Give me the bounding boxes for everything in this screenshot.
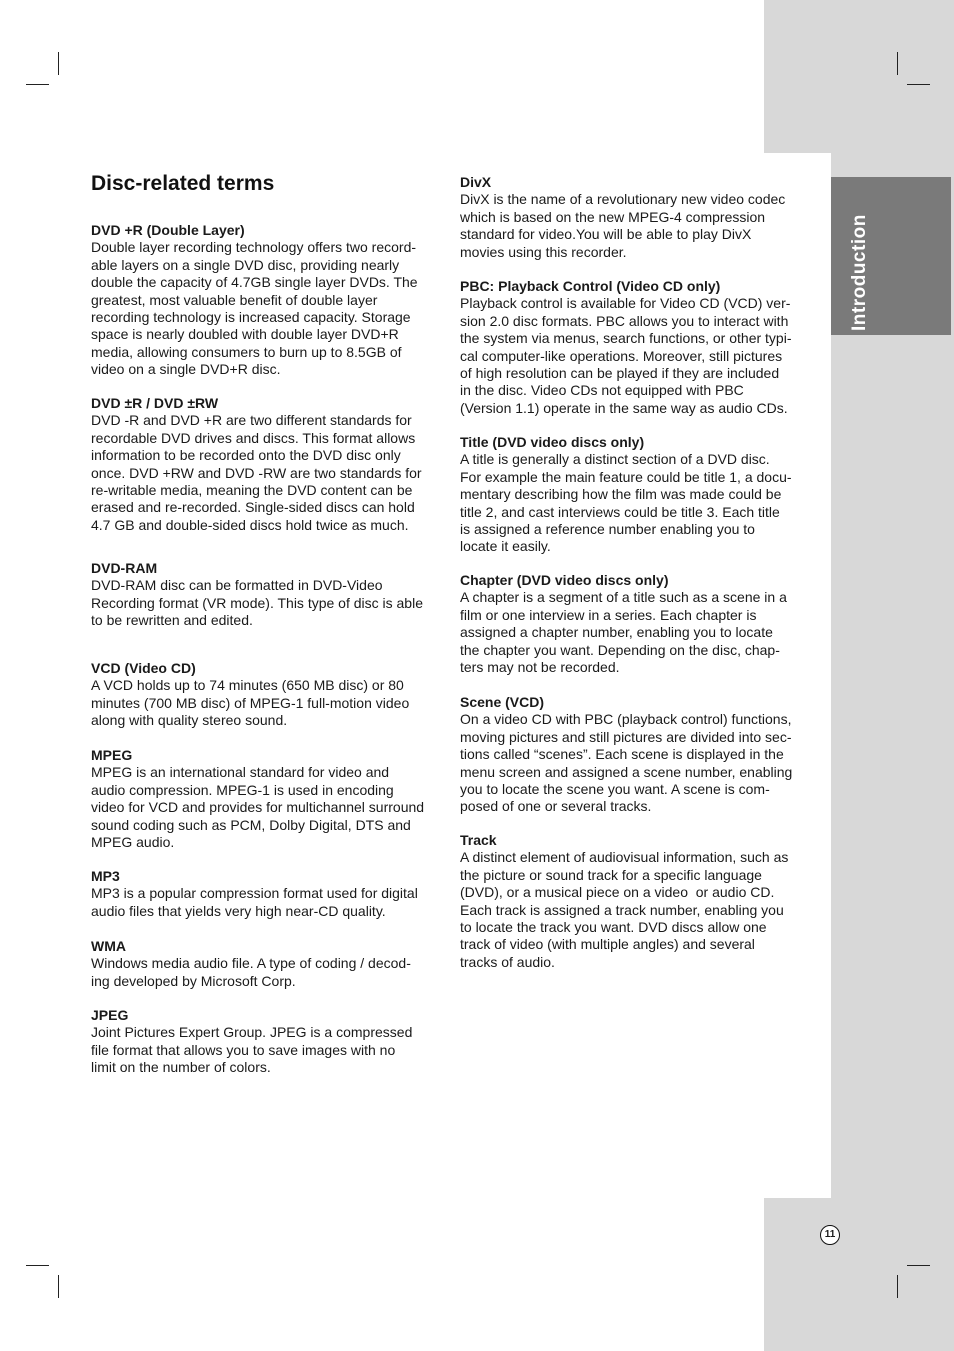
description-line: Double layer recording technology offers two record- bbox=[91, 239, 417, 256]
description-line: moving pictures and still pictures are divided into sec- bbox=[460, 728, 792, 745]
crop-mark bbox=[58, 1275, 59, 1298]
term-heading: MPEG bbox=[91, 747, 133, 763]
term-entry bbox=[460, 694, 812, 816]
crop-mark bbox=[897, 52, 898, 75]
description-line: sion 2.0 disc formats. PBC allows you to interact with bbox=[460, 312, 789, 329]
term-entry bbox=[460, 278, 812, 417]
term-entry bbox=[91, 660, 443, 730]
description-line: (Version 1.1) operate in the same way as audio CDs. bbox=[460, 399, 788, 416]
crop-mark bbox=[907, 1265, 930, 1266]
description-line: Each track is assigned a track number, enabling you bbox=[460, 901, 784, 918]
term-heading: Title (DVD video discs only) bbox=[460, 434, 645, 450]
description-line: On a video CD with PBC (playback control) functions, bbox=[460, 711, 792, 728]
term-description bbox=[91, 955, 443, 990]
description-line: which is based on the new MPEG-4 compression bbox=[460, 208, 766, 225]
description-line: Joint Pictures Expert Group. JPEG is a compressed bbox=[91, 1024, 413, 1041]
description-line: A chapter is a segment of a title such as a scene in a bbox=[460, 589, 787, 606]
description-line: MP3 is a popular compression format used for digital bbox=[91, 885, 418, 902]
description-line: to be rewritten and edited. bbox=[91, 612, 253, 629]
term-entry bbox=[460, 832, 812, 971]
term-entry bbox=[91, 747, 443, 851]
description-line: able layers on a single DVD disc, providing nearly bbox=[91, 256, 400, 273]
term-heading: DVD-RAM bbox=[91, 560, 158, 576]
description-line: the picture or sound track for a specific language bbox=[460, 866, 762, 883]
description-line: posed of one or several tracks. bbox=[460, 798, 652, 815]
description-line: file format that allows you to save images with no bbox=[91, 1041, 396, 1058]
margin-band-bottom bbox=[764, 1198, 954, 1351]
description-line: DVD-RAM disc can be formatted in DVD-Video bbox=[91, 577, 383, 594]
term-description bbox=[460, 711, 812, 815]
crop-mark bbox=[26, 84, 49, 85]
term-heading: VCD (Video CD) bbox=[91, 660, 196, 676]
term-heading: MP3 bbox=[91, 868, 120, 884]
description-line: movies using this recorder. bbox=[460, 243, 627, 260]
description-line: DivX is the name of a revolutionary new video codec bbox=[460, 191, 786, 208]
description-line: standard for video.You will be able to play DivX bbox=[460, 226, 752, 243]
description-line: locate it easily. bbox=[460, 538, 551, 555]
description-line: limit on the number of colors. bbox=[91, 1059, 271, 1076]
description-line: Playback control is available for Video CD (VCD) ver- bbox=[460, 295, 791, 312]
description-line: video for VCD and provides for multichannel surround bbox=[91, 799, 425, 816]
description-line: the chapter you want. Depending on the disc, chap- bbox=[460, 641, 780, 658]
description-line: 4.7 GB and double-sided discs hold twice as much. bbox=[91, 516, 409, 533]
description-line: you to locate the scene you want. A scene is com- bbox=[460, 781, 770, 798]
term-description bbox=[460, 849, 812, 971]
description-line: ing developed by Microsoft Corp. bbox=[91, 972, 296, 989]
term-description bbox=[91, 1024, 443, 1076]
description-line: title 2, and cast interviews could be title 3. Each title bbox=[460, 503, 780, 520]
description-line: recordable DVD drives and discs. This format allows bbox=[91, 429, 416, 446]
description-line: A VCD holds up to 74 minutes (650 MB disc) or 80 bbox=[91, 677, 404, 694]
term-heading: WMA bbox=[91, 938, 126, 954]
term-description bbox=[91, 239, 443, 378]
term-heading: DivX bbox=[460, 174, 492, 190]
description-line: MPEG is an international standard for video and bbox=[91, 764, 390, 781]
section-tab-label: Introduction bbox=[849, 214, 870, 331]
crop-mark bbox=[907, 84, 930, 85]
description-line: to locate the track you want. DVD discs allow one bbox=[460, 919, 767, 936]
term-heading: Scene (VCD) bbox=[460, 694, 545, 710]
description-line: erased and re-recorded. Single-sided discs can hold bbox=[91, 499, 415, 516]
term-description bbox=[460, 589, 812, 676]
term-entry bbox=[460, 174, 812, 261]
description-line: of high resolution can be played if they are included bbox=[460, 365, 780, 382]
term-description bbox=[91, 677, 443, 729]
term-description bbox=[91, 764, 443, 851]
term-entry bbox=[91, 1007, 443, 1077]
description-line: film or one interview in a series. Each chapter is bbox=[460, 606, 757, 623]
crop-mark bbox=[26, 1265, 49, 1266]
term-heading: Chapter (DVD video discs only) bbox=[460, 572, 669, 588]
page-number: 11 bbox=[820, 1225, 840, 1245]
description-line: in the disc. Video CDs not equipped with PBC bbox=[460, 382, 744, 399]
description-line: A title is generally a distinct section of a DVD disc. bbox=[460, 451, 770, 468]
description-line: sound coding such as PCM, Dolby Digital, DTS and bbox=[91, 816, 411, 833]
description-line: double the capacity of 4.7GB single layer DVDs. The bbox=[91, 274, 418, 291]
description-line: space is nearly doubled with double layer DVD+R bbox=[91, 326, 399, 343]
term-entry bbox=[91, 395, 443, 534]
description-line: tracks of audio. bbox=[460, 953, 555, 970]
description-line: along with quality stereo sound. bbox=[91, 712, 288, 729]
term-heading: PBC: Playback Control (Video CD only) bbox=[460, 278, 721, 294]
description-line: the system via menus, search functions, or other typi- bbox=[460, 330, 792, 347]
description-line: assigned a chapter number, enabling you to locate bbox=[460, 624, 773, 641]
term-entry bbox=[460, 572, 812, 676]
description-line: For example the main feature could be title 1, a docu- bbox=[460, 468, 792, 485]
term-heading: DVD ±R / DVD ±RW bbox=[91, 395, 219, 411]
description-line: re-writable media, meaning the DVD content can be bbox=[91, 482, 413, 499]
description-line: is assigned a reference number enabling you to bbox=[460, 521, 755, 538]
crop-mark bbox=[897, 1275, 898, 1298]
crop-mark bbox=[58, 52, 59, 75]
description-line: minutes (700 MB disc) of MPEG-1 full-motion video bbox=[91, 694, 410, 711]
term-description bbox=[91, 885, 443, 920]
section-tab bbox=[831, 177, 951, 335]
description-line: Windows media audio file. A type of coding / decod- bbox=[91, 955, 411, 972]
description-line: tions called “scenes”. Each scene is displayed in the bbox=[460, 746, 784, 763]
description-line: video on a single DVD+R disc. bbox=[91, 361, 281, 378]
term-entry bbox=[91, 868, 443, 920]
description-line: Recording format (VR mode). This type of disc is able bbox=[91, 594, 423, 611]
margin-band-top bbox=[764, 0, 954, 153]
description-line: ters may not be recorded. bbox=[460, 659, 620, 676]
term-entry bbox=[91, 938, 443, 990]
description-line: MPEG audio. bbox=[91, 834, 175, 851]
description-line: information to be recorded onto the DVD disc only bbox=[91, 447, 401, 464]
description-line: (DVD), or a musical piece on a video or audio CD. bbox=[460, 884, 775, 901]
term-heading: Track bbox=[460, 832, 497, 848]
term-entry bbox=[91, 222, 443, 379]
description-line: cal computer-like operations. Moreover, still pictures bbox=[460, 347, 783, 364]
term-description bbox=[460, 191, 812, 261]
term-entry bbox=[91, 560, 443, 630]
description-line: recording technology is increased capacity. Storage bbox=[91, 309, 411, 326]
description-line: audio files that yields very high near-CD quality. bbox=[91, 902, 386, 919]
page-title: Disc-related terms bbox=[91, 172, 275, 195]
term-heading: JPEG bbox=[91, 1007, 129, 1023]
term-heading: DVD +R (Double Layer) bbox=[91, 222, 245, 238]
description-line: A distinct element of audiovisual information, such as bbox=[460, 849, 789, 866]
description-line: menu screen and assigned a scene number, enabling bbox=[460, 763, 793, 780]
term-description bbox=[91, 577, 443, 629]
description-line: once. DVD +RW and DVD -RW are two standards for bbox=[91, 464, 422, 481]
description-line: DVD -R and DVD +R are two different standards for bbox=[91, 412, 412, 429]
term-entry bbox=[460, 434, 812, 556]
term-description bbox=[91, 412, 443, 534]
description-line: mentary describing how the film was made could be bbox=[460, 486, 782, 503]
term-description bbox=[460, 295, 812, 417]
description-line: audio compression. MPEG-1 is used in encoding bbox=[91, 781, 394, 798]
term-description bbox=[460, 451, 812, 555]
description-line: media, allowing consumers to burn up to 8.5GB of bbox=[91, 343, 402, 360]
description-line: track of video (with multiple angles) and several bbox=[460, 936, 755, 953]
description-line: greatest, most valuable benefit of double layer bbox=[91, 291, 378, 308]
